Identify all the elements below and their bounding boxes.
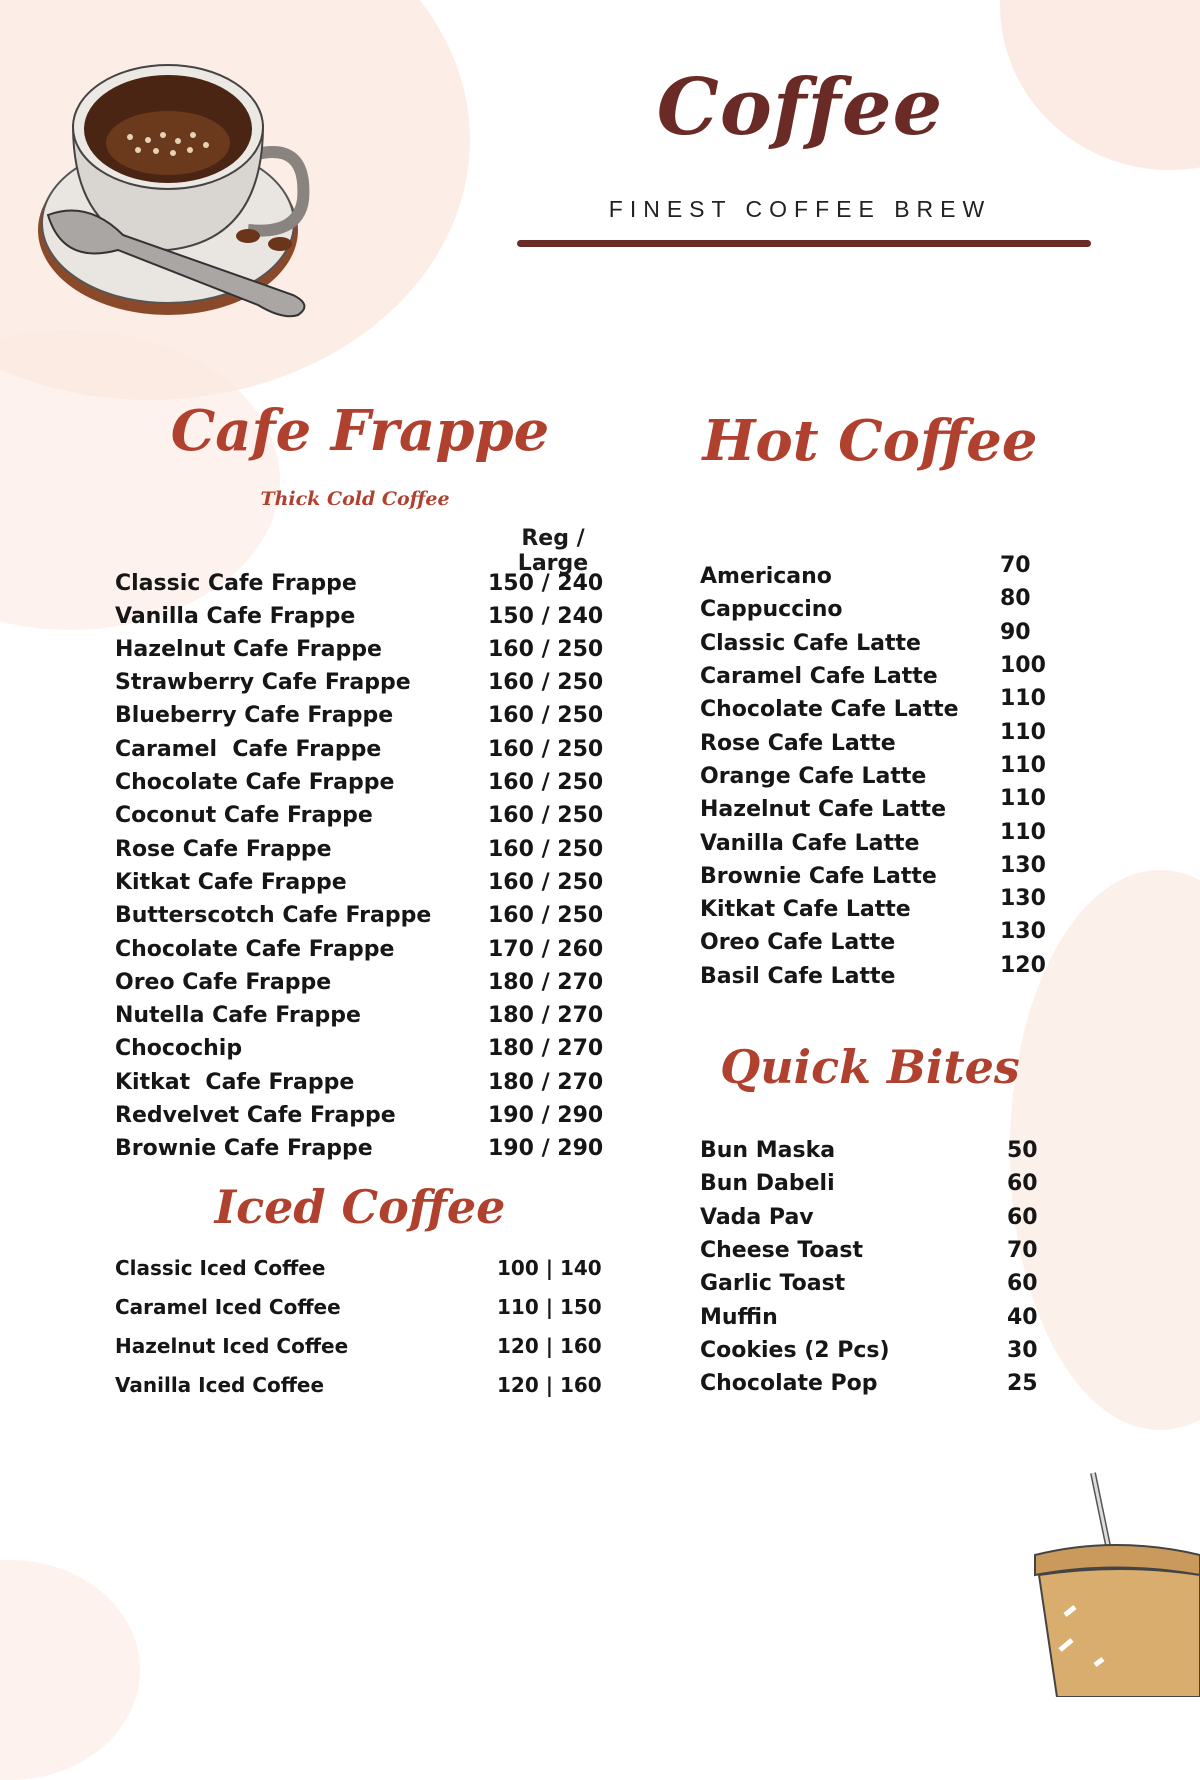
- item-price: 160 / 250: [488, 802, 604, 828]
- item-name: Classic Cafe Latte: [700, 630, 921, 656]
- item-name: Bun Maska: [700, 1137, 836, 1163]
- background-blob-bottom-left: [0, 1560, 140, 1780]
- item-name: Caramel Iced Coffee: [115, 1295, 341, 1319]
- item-price: 100 | 140: [497, 1256, 602, 1280]
- item-name: Vada Pav: [700, 1204, 814, 1230]
- item-price: 170 / 260: [488, 936, 604, 962]
- item-price: 120 | 160: [497, 1373, 602, 1397]
- item-price: 160 / 250: [488, 702, 604, 728]
- item-name: Vanilla Cafe Frappe: [115, 603, 356, 629]
- item-price: 70: [1007, 1237, 1038, 1263]
- item-price: 110: [1000, 820, 1046, 845]
- item-price: 150 / 240: [488, 570, 604, 596]
- item-price: 80: [1000, 586, 1031, 611]
- item-price: 160 / 250: [488, 669, 604, 695]
- item-price: 110: [1000, 720, 1046, 745]
- item-price: 160 / 250: [488, 869, 604, 895]
- item-price: 160 / 250: [488, 636, 604, 662]
- item-name: Basil Cafe Latte: [700, 963, 896, 989]
- section-subtitle-cafe-frappe: Thick Cold Coffee: [260, 488, 450, 510]
- section-title-cafe-frappe: Cafe Frappe: [170, 398, 550, 464]
- item-name: Bun Dabeli: [700, 1170, 835, 1196]
- item-name: Kitkat Cafe Frappe: [115, 869, 347, 895]
- item-name: Hazelnut Cafe Frappe: [115, 636, 382, 662]
- item-name: Brownie Cafe Frappe: [115, 1135, 373, 1161]
- item-price: 40: [1007, 1304, 1038, 1330]
- item-name: Vanilla Iced Coffee: [115, 1373, 325, 1397]
- item-name: Chocochip: [115, 1035, 243, 1061]
- item-price: 110: [1000, 686, 1046, 711]
- item-name: Chocolate Cafe Frappe: [115, 936, 395, 962]
- item-name: Butterscotch Cafe Frappe: [115, 902, 432, 928]
- item-price: 160 / 250: [488, 836, 604, 862]
- item-name: Orange Cafe Latte: [700, 763, 927, 789]
- item-price: 120: [1000, 953, 1046, 978]
- item-price: 110: [1000, 753, 1046, 778]
- item-name: Brownie Cafe Latte: [700, 863, 937, 889]
- item-price: 190 / 290: [488, 1102, 604, 1128]
- section-title-iced-coffee: Iced Coffee: [214, 1180, 506, 1234]
- item-price: 90: [1000, 620, 1031, 645]
- item-name: Cappuccino: [700, 596, 843, 622]
- item-name: Americano: [700, 563, 832, 589]
- item-price: 130: [1000, 886, 1046, 911]
- item-name: Hazelnut Cafe Latte: [700, 796, 946, 822]
- item-name: Nutella Cafe Frappe: [115, 1002, 361, 1028]
- item-name: Kitkat Cafe Frappe: [115, 1069, 355, 1095]
- item-name: Hazelnut Iced Coffee: [115, 1334, 349, 1358]
- item-price: 130: [1000, 919, 1046, 944]
- item-price: 180 / 270: [488, 969, 604, 995]
- item-name: Rose Cafe Frappe: [115, 836, 332, 862]
- item-name: Classic Cafe Frappe: [115, 570, 357, 596]
- item-price: 60: [1007, 1170, 1038, 1196]
- item-price: 180 / 270: [488, 1002, 604, 1028]
- item-price: 110 | 150: [497, 1295, 602, 1319]
- item-price: 190 / 290: [488, 1135, 604, 1161]
- item-name: Coconut Cafe Frappe: [115, 802, 373, 828]
- page-title: Coffee: [656, 62, 944, 153]
- iced-coffee-illustration: [1025, 1465, 1200, 1697]
- tagline: FINEST COFFEE BREW: [608, 196, 992, 222]
- item-price: 160 / 250: [488, 736, 604, 762]
- size-column-header: Reg / Large: [517, 526, 589, 576]
- section-title-quick-bites: Quick Bites: [720, 1040, 1020, 1094]
- item-name: Caramel Cafe Frappe: [115, 736, 382, 762]
- item-price: 30: [1007, 1337, 1038, 1363]
- item-price: 130: [1000, 853, 1046, 878]
- item-name: Vanilla Cafe Latte: [700, 830, 920, 856]
- item-name: Blueberry Cafe Frappe: [115, 702, 394, 728]
- background-blob-top-right: [1000, 0, 1200, 170]
- item-price: 100: [1000, 653, 1046, 678]
- item-name: Cookies (2 Pcs): [700, 1337, 890, 1363]
- item-name: Caramel Cafe Latte: [700, 663, 938, 689]
- item-name: Chocolate Cafe Latte: [700, 696, 959, 722]
- item-name: Oreo Cafe Latte: [700, 929, 896, 955]
- item-price: 150 / 240: [488, 603, 604, 629]
- item-price: 60: [1007, 1204, 1038, 1230]
- title-divider: [517, 240, 1091, 247]
- item-name: Chocolate Pop: [700, 1370, 878, 1396]
- item-price: 60: [1007, 1270, 1038, 1296]
- coffee-cup-illustration: [18, 55, 338, 335]
- item-name: Garlic Toast: [700, 1270, 846, 1296]
- item-name: Oreo Cafe Frappe: [115, 969, 332, 995]
- item-price: 110: [1000, 786, 1046, 811]
- section-title-hot-coffee: Hot Coffee: [702, 408, 1038, 474]
- item-price: 160 / 250: [488, 902, 604, 928]
- item-name: Muffin: [700, 1304, 778, 1330]
- item-price: 25: [1007, 1370, 1038, 1396]
- item-price: 70: [1000, 553, 1031, 578]
- item-name: Redvelvet Cafe Frappe: [115, 1102, 396, 1128]
- item-price: 180 / 270: [488, 1035, 604, 1061]
- item-name: Classic Iced Coffee: [115, 1256, 326, 1280]
- item-name: Strawberry Cafe Frappe: [115, 669, 411, 695]
- item-price: 180 / 270: [488, 1069, 604, 1095]
- item-name: Cheese Toast: [700, 1237, 863, 1263]
- item-price: 160 / 250: [488, 769, 604, 795]
- item-price: 120 | 160: [497, 1334, 602, 1358]
- item-name: Rose Cafe Latte: [700, 730, 896, 756]
- item-name: Kitkat Cafe Latte: [700, 896, 911, 922]
- item-name: Chocolate Cafe Frappe: [115, 769, 395, 795]
- item-price: 50: [1007, 1137, 1038, 1163]
